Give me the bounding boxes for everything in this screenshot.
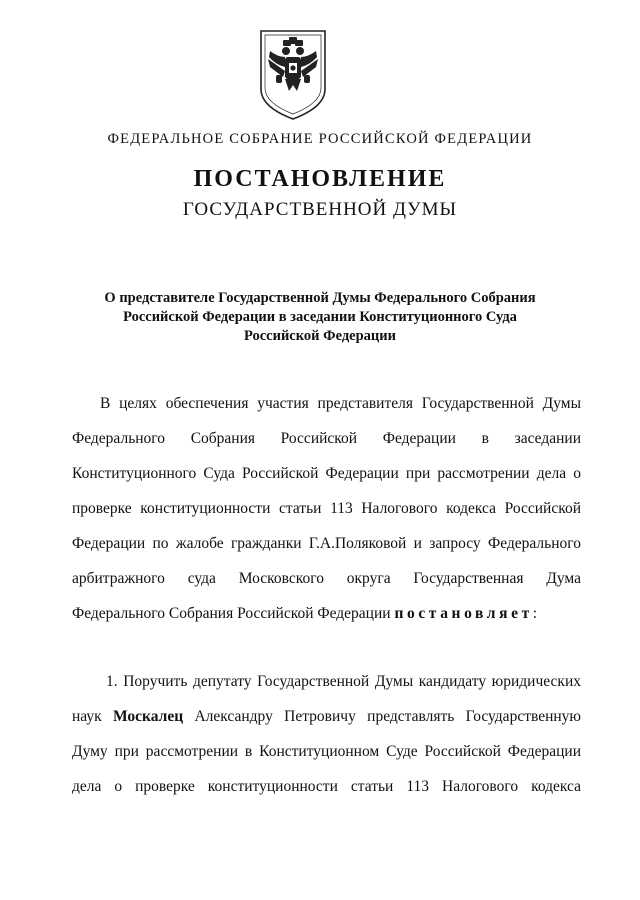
document-subject [90,289,550,346]
document-type-title: ПОСТАНОВЛЕНИЕ [193,166,447,192]
preamble-paragraph [72,386,581,631]
resolution-verb: постановляет [394,605,533,622]
item-1-paragraph [72,664,581,804]
subject-line: Российской Федерации [243,328,396,344]
item-1-rest: Александру Петровичу представлять Государственную Думу при рассмотрении в Конституционном Суде Российской Федерации дела о проверке конституционности статьи 113 Налогового кодекса [72,708,581,795]
state-emblem-icon [258,27,328,123]
subject-line: О представителе Государственной Думы Федерального Собрания [104,290,536,306]
organization-heading: ФЕДЕРАЛЬНОЕ СОБРАНИЕ РОССИЙСКОЙ ФЕДЕРАЦИИ [107,131,533,147]
preamble-text: В целях обеспечения участия представителя Государственной Думы Федерального Собрания Российской Федерации в заседании Конституционного Суда Российской Федерации при рассмотрении дела о проверке конституционности статьи 113 Налогового кодекса Российской Федерации по жалобе гражданки Г.А.Поляковой и запросу Федерального арбитражного суда Московского округа Государственная Дума Федерального Собрания Российской Федерации [72,395,581,622]
preamble-end: : [532,605,538,622]
issuing-body-subtitle: ГОСУДАРСТВЕННОЙ ДУМЫ [182,199,458,220]
deputy-surname: Москалец [112,708,184,725]
subject-line: Российской Федерации в заседании Конституционного Суда [123,309,517,325]
item-1-start: 1. Поручить депутату Государственной Думы кандидату юридических наук [72,673,581,725]
